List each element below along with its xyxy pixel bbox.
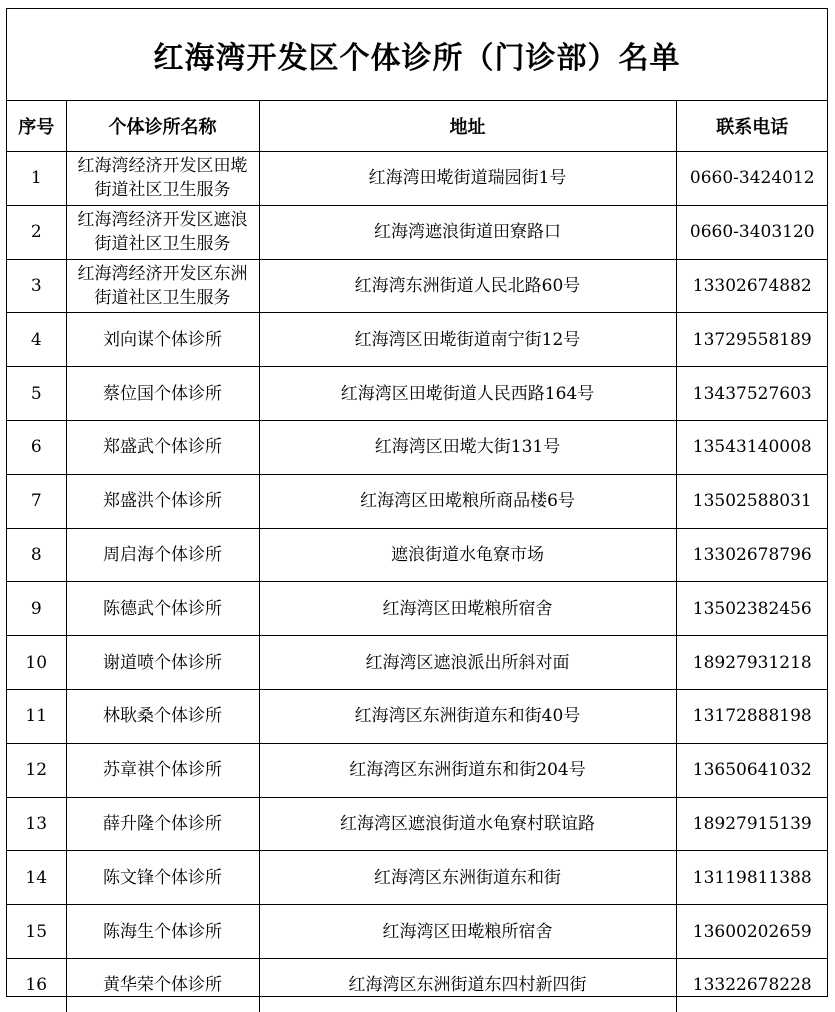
cell-phone: 13119811388	[676, 851, 828, 905]
table-header-row	[7, 101, 828, 152]
cell-clinic-name: 苏章祺个体诊所	[66, 743, 259, 797]
table-body	[7, 152, 828, 1012]
cell-no: 1	[7, 152, 66, 206]
cell-address: 红海湾区东洲街道东和街40号	[259, 689, 676, 743]
cell-no: 11	[7, 689, 66, 743]
table-row	[7, 743, 828, 797]
cell-phone: 13543140008	[676, 420, 828, 474]
cell-clinic-name: 谢道喷个体诊所	[66, 636, 259, 690]
cell-phone: 0660-3403120	[676, 205, 828, 259]
cell-address: 红海湾区田墘粮所商品楼6号	[259, 474, 676, 528]
cell-phone: 18927915139	[676, 797, 828, 851]
cell-clinic-name: 红海湾经济开发区田墘街道社区卫生服务	[66, 152, 259, 206]
cell-phone: 13502382456	[676, 582, 828, 636]
cell-no: 14	[7, 851, 66, 905]
cell-phone: 13437527603	[676, 367, 828, 421]
cell-no: 8	[7, 528, 66, 582]
cell-address: 红海湾区东洲街道东和街	[259, 851, 676, 905]
clinic-table	[7, 101, 828, 1012]
cell-phone: 13502588031	[676, 474, 828, 528]
table-row	[7, 689, 828, 743]
cell-phone: 13302678796	[676, 528, 828, 582]
table-row	[7, 205, 828, 259]
cell-no: 9	[7, 582, 66, 636]
column-header-phone: 联系电话	[676, 101, 828, 152]
table-row	[7, 420, 828, 474]
cell-address: 红海湾田墘街道瑞园街1号	[259, 152, 676, 206]
cell-clinic-name: 郑盛武个体诊所	[66, 420, 259, 474]
table-row	[7, 152, 828, 206]
cell-address: 红海湾区遮浪街道水龟寮村联谊路	[259, 797, 676, 851]
cell-clinic-name: 红海湾经济开发区东洲街道社区卫生服务	[66, 259, 259, 313]
cell-no: 12	[7, 743, 66, 797]
cell-phone: 0660-3424012	[676, 152, 828, 206]
table-row	[7, 851, 828, 905]
table-row	[7, 367, 828, 421]
cell-no: 5	[7, 367, 66, 421]
cell-address: 红海湾区东洲街道东和街204号	[259, 743, 676, 797]
cell-phone: 13600202659	[676, 905, 828, 959]
cell-clinic-name: 红海湾经济开发区遮浪街道社区卫生服务	[66, 205, 259, 259]
cell-address: 红海湾区田墘街道南宁街12号	[259, 313, 676, 367]
cell-no: 13	[7, 797, 66, 851]
table-row	[7, 528, 828, 582]
table-row	[7, 313, 828, 367]
cell-phone: 13322678228	[676, 958, 828, 1011]
page-title: 红海湾开发区个体诊所（门诊部）名单	[7, 9, 827, 101]
cell-clinic-name: 林耿桑个体诊所	[66, 689, 259, 743]
cell-clinic-name: 薛升隆个体诊所	[66, 797, 259, 851]
cell-phone: 18927931218	[676, 636, 828, 690]
cell-no: 15	[7, 905, 66, 959]
cell-clinic-name: 陈文锋个体诊所	[66, 851, 259, 905]
cell-no: 2	[7, 205, 66, 259]
cell-clinic-name: 陈海生个体诊所	[66, 905, 259, 959]
cell-no: 16	[7, 958, 66, 1011]
cell-phone: 13650641032	[676, 743, 828, 797]
clinic-list-document	[6, 8, 828, 997]
table-row	[7, 905, 828, 959]
cell-phone: 13302674882	[676, 259, 828, 313]
table-row	[7, 474, 828, 528]
table-row	[7, 582, 828, 636]
cell-clinic-name: 陈德武个体诊所	[66, 582, 259, 636]
cell-address: 红海湾区田墘粮所宿舍	[259, 905, 676, 959]
cell-address: 红海湾遮浪街道田寮路口	[259, 205, 676, 259]
cell-no: 10	[7, 636, 66, 690]
table-row	[7, 636, 828, 690]
cell-address: 红海湾区东洲街道东四村新四街	[259, 958, 676, 1011]
table-row	[7, 797, 828, 851]
cell-clinic-name: 刘向谋个体诊所	[66, 313, 259, 367]
cell-clinic-name: 蔡位国个体诊所	[66, 367, 259, 421]
table-row	[7, 259, 828, 313]
cell-address: 红海湾区田墘街道人民西路164号	[259, 367, 676, 421]
cell-address: 红海湾区田墘粮所宿舍	[259, 582, 676, 636]
cell-address: 红海湾东洲街道人民北路60号	[259, 259, 676, 313]
cell-clinic-name: 周启海个体诊所	[66, 528, 259, 582]
column-header-address: 地址	[259, 101, 676, 152]
cell-address: 红海湾区遮浪派出所斜对面	[259, 636, 676, 690]
cell-phone: 13172888198	[676, 689, 828, 743]
column-header-no: 序号	[7, 101, 66, 152]
cell-no: 6	[7, 420, 66, 474]
cell-address: 红海湾区田墘大街131号	[259, 420, 676, 474]
cell-no: 3	[7, 259, 66, 313]
cell-clinic-name: 郑盛洪个体诊所	[66, 474, 259, 528]
cell-phone: 13729558189	[676, 313, 828, 367]
cell-no: 7	[7, 474, 66, 528]
cell-no: 4	[7, 313, 66, 367]
cell-clinic-name: 黄华荣个体诊所	[66, 958, 259, 1011]
column-header-name: 个体诊所名称	[66, 101, 259, 152]
cell-address: 遮浪街道水龟寮市场	[259, 528, 676, 582]
